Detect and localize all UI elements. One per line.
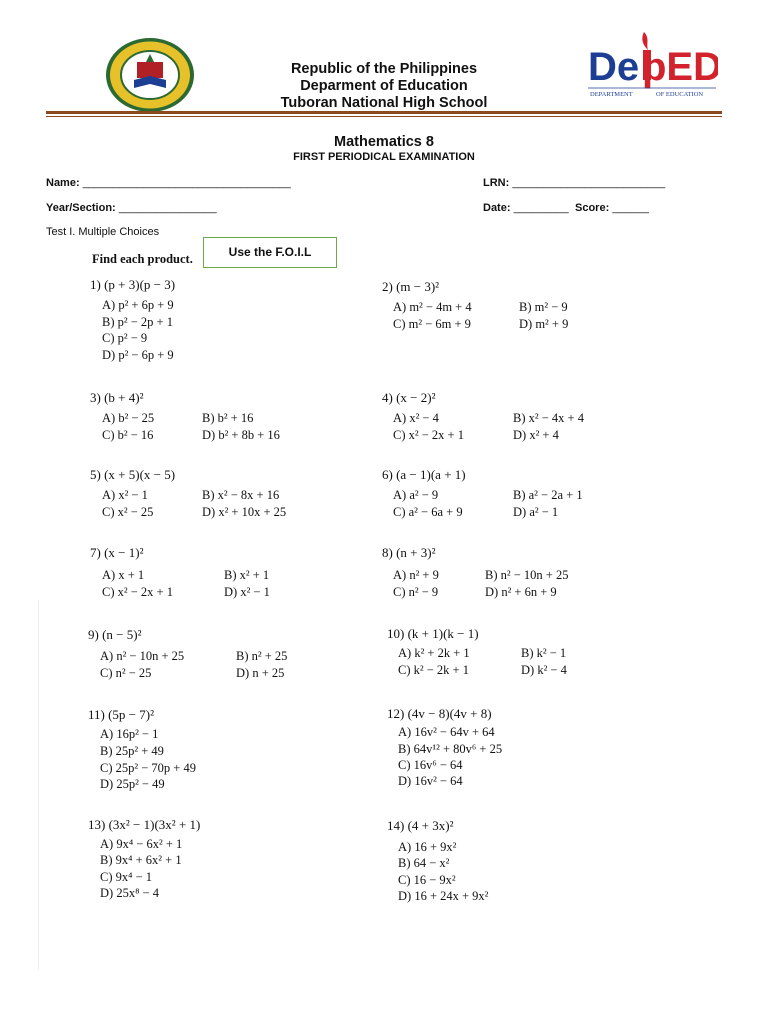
q1-option-a[interactable]: A) p² + 6p + 9 xyxy=(102,298,174,312)
find-each-product-label: Find each product. xyxy=(92,252,193,266)
q8-option-c[interactable]: C) n² − 9 xyxy=(393,585,439,599)
q14-option-a[interactable]: A) 16 + 9x² xyxy=(398,840,457,854)
q11-option-b[interactable]: B) 25p² + 49 xyxy=(100,744,164,758)
question-2: 2) (m − 3)² xyxy=(382,279,440,294)
question-10: 10) (k + 1)(k − 1) xyxy=(387,626,479,641)
header-department: Deparment of Education xyxy=(300,78,468,94)
q14-option-b[interactable]: B) 64 − x² xyxy=(398,856,450,870)
q8-option-d[interactable]: D) n² + 6n + 9 xyxy=(485,585,557,599)
q10-option-b[interactable]: B) k² − 1 xyxy=(521,646,567,660)
foil-note-box: Use the F.O.I.L xyxy=(203,237,337,268)
q3-option-d[interactable]: D) b² + 8b + 16 xyxy=(202,428,280,442)
scan-edge-line xyxy=(38,600,39,970)
q5-option-a[interactable]: A) x² − 1 xyxy=(102,488,148,502)
q1-option-c[interactable]: C) p² − 9 xyxy=(102,331,148,345)
question-3: 3) (b + 4)² xyxy=(90,390,144,405)
header-rule-thick xyxy=(46,111,722,114)
test-label: Test I. Multiple Choices xyxy=(46,226,160,238)
q12-option-b[interactable]: B) 64v¹² + 80v⁶ + 25 xyxy=(398,742,503,756)
q10-option-c[interactable]: C) k² − 2k + 1 xyxy=(398,663,469,677)
q13-option-b[interactable]: B) 9x⁴ + 6x² + 1 xyxy=(100,853,182,867)
q13-option-c[interactable]: C) 9x⁴ − 1 xyxy=(100,870,153,884)
deped-logo xyxy=(586,28,718,100)
date-blank[interactable]: _________ xyxy=(513,202,569,214)
deped-sub-left: DEPARTMENT xyxy=(590,91,633,98)
lrn-blank[interactable]: _________________________ xyxy=(512,177,666,189)
q10-option-a[interactable]: A) k² + 2k + 1 xyxy=(398,646,470,660)
q8-option-b[interactable]: B) n² − 10n + 25 xyxy=(485,568,569,582)
q6-option-a[interactable]: A) a² − 9 xyxy=(393,488,439,502)
name-field[interactable] xyxy=(46,177,291,189)
score-blank[interactable]: ______ xyxy=(612,202,650,214)
q12-option-d[interactable]: D) 16v² − 64 xyxy=(398,774,463,788)
q12-option-a[interactable]: A) 16v² − 64v + 64 xyxy=(398,725,495,739)
q5-option-b[interactable]: B) x² − 8x + 16 xyxy=(202,488,280,502)
question-1: 1) (p + 3)(p − 3) xyxy=(90,277,176,292)
header-rule-thin xyxy=(46,116,722,117)
q7-option-a[interactable]: A) x + 1 xyxy=(102,568,145,582)
q7-option-c[interactable]: C) x² − 2x + 1 xyxy=(102,585,173,599)
q1-option-b[interactable]: B) p² − 2p + 1 xyxy=(102,315,173,329)
year-section-field[interactable] xyxy=(46,202,217,214)
q9-option-a[interactable]: A) n² − 10n + 25 xyxy=(100,649,185,663)
q2-option-c[interactable]: C) m² − 6m + 9 xyxy=(393,317,471,331)
q7-option-b[interactable]: B) x² + 1 xyxy=(224,568,270,582)
svg-text:De: De xyxy=(588,45,640,89)
q10-option-d[interactable]: D) k² − 4 xyxy=(521,663,567,677)
question-4: 4) (x − 2)² xyxy=(382,390,436,405)
q3-option-c[interactable]: C) b² − 16 xyxy=(102,428,154,442)
lrn-label: LRN: xyxy=(483,177,510,189)
lrn-field[interactable] xyxy=(483,177,665,189)
q7-option-d[interactable]: D) x² − 1 xyxy=(224,585,270,599)
q4-option-c[interactable]: C) x² − 2x + 1 xyxy=(393,428,464,442)
q13-option-d[interactable]: D) 25x⁸ − 4 xyxy=(100,886,159,900)
q11-option-c[interactable]: C) 25p² − 70p + 49 xyxy=(100,761,196,775)
q5-option-d[interactable]: D) x² + 10x + 25 xyxy=(202,505,287,519)
q6-option-d[interactable]: D) a² − 1 xyxy=(513,505,559,519)
q1-option-d[interactable]: D) p² − 6p + 9 xyxy=(102,348,174,362)
exam-subject: Mathematics 8 xyxy=(334,134,434,150)
q4-option-b[interactable]: B) x² − 4x + 4 xyxy=(513,411,584,425)
question-6: 6) (a − 1)(a + 1) xyxy=(382,467,466,482)
q2-option-b[interactable]: B) m² − 9 xyxy=(519,300,568,314)
question-13: 13) (3x² − 1)(3x² + 1) xyxy=(88,817,201,832)
q12-option-c[interactable]: C) 16v⁶ − 64 xyxy=(398,758,463,772)
q13-option-a[interactable]: A) 9x⁴ − 6x² + 1 xyxy=(100,837,183,851)
question-14: 14) (4 + 3x)² xyxy=(387,818,454,833)
q14-option-d[interactable]: D) 16 + 24x + 9x² xyxy=(398,889,489,903)
q2-option-a[interactable]: A) m² − 4m + 4 xyxy=(393,300,472,314)
q9-option-b[interactable]: B) n² + 25 xyxy=(236,649,288,663)
q3-option-a[interactable]: A) b² − 25 xyxy=(102,411,155,425)
q11-option-d[interactable]: D) 25p² − 49 xyxy=(100,777,165,791)
q9-option-d[interactable]: D) n + 25 xyxy=(236,666,285,680)
q9-option-c[interactable]: C) n² − 25 xyxy=(100,666,152,680)
q8-option-a[interactable]: A) n² + 9 xyxy=(393,568,439,582)
year-section-label: Year/Section: xyxy=(46,202,116,214)
q4-option-a[interactable]: A) x² − 4 xyxy=(393,411,439,425)
exam-title: FIRST PERIODICAL EXAMINATION xyxy=(293,151,475,163)
question-8: 8) (n + 3)² xyxy=(382,545,436,560)
question-5: 5) (x + 5)(x − 5) xyxy=(90,467,176,482)
question-11: 11) (5p − 7)² xyxy=(88,707,154,722)
q6-option-b[interactable]: B) a² − 2a + 1 xyxy=(513,488,583,502)
score-label: Score: xyxy=(575,202,610,214)
name-blank[interactable]: __________________________________ xyxy=(82,177,291,189)
q11-option-a[interactable]: A) 16p² − 1 xyxy=(100,727,159,741)
year-section-blank[interactable]: ________________ xyxy=(118,202,217,214)
svg-text:pED: pED xyxy=(642,45,718,89)
name-label: Name: xyxy=(46,177,80,189)
question-7: 7) (x − 1)² xyxy=(90,545,144,560)
question-12: 12) (4v − 8)(4v + 8) xyxy=(387,706,492,721)
score-field[interactable] xyxy=(575,202,649,214)
q5-option-c[interactable]: C) x² − 25 xyxy=(102,505,154,519)
q4-option-d[interactable]: D) x² + 4 xyxy=(513,428,559,442)
header-republic: Republic of the Philippines xyxy=(290,61,478,77)
q6-option-c[interactable]: C) a² − 6a + 9 xyxy=(393,505,463,519)
q2-option-d[interactable]: D) m² + 9 xyxy=(519,317,569,331)
deped-sub-right: OF EDUCATION xyxy=(656,91,704,98)
date-field[interactable] xyxy=(483,202,569,214)
q3-option-b[interactable]: B) b² + 16 xyxy=(202,411,254,425)
q14-option-c[interactable]: C) 16 − 9x² xyxy=(398,873,456,887)
question-9: 9) (n − 5)² xyxy=(88,627,142,642)
date-label: Date: xyxy=(483,202,511,214)
header-school-name: Tuboran National High School xyxy=(280,95,488,111)
